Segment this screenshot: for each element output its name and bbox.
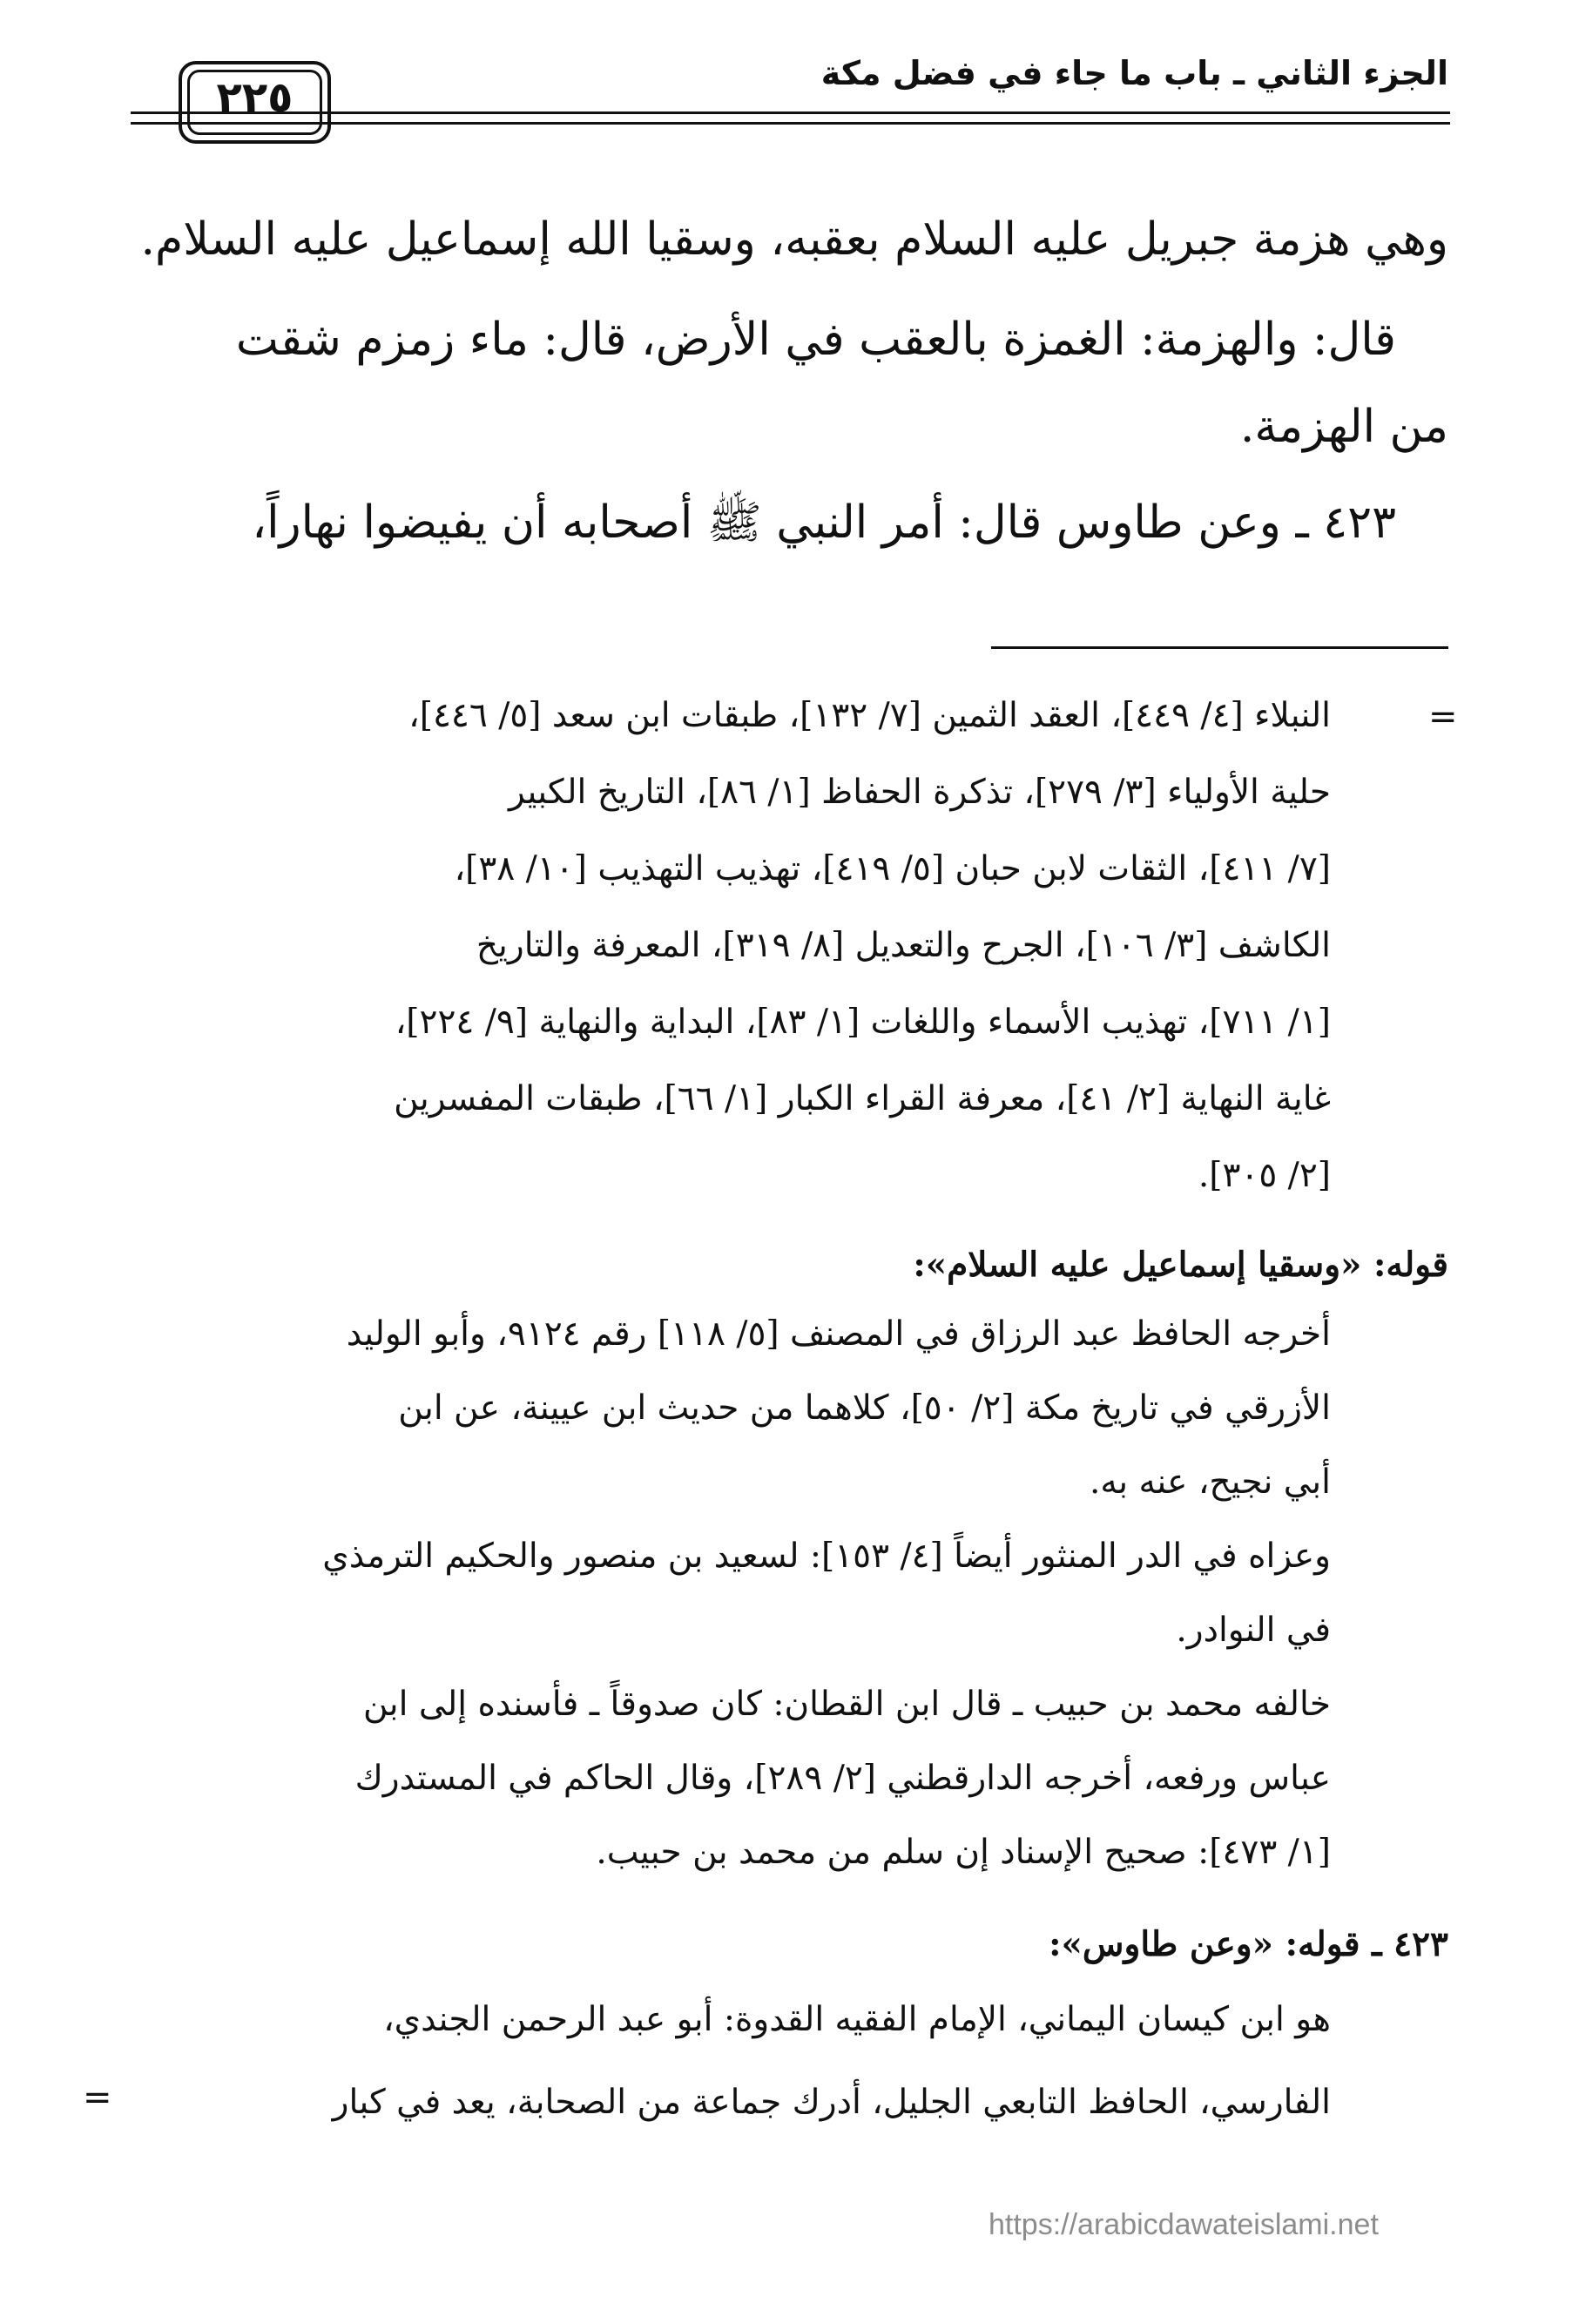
note1-heading: قوله: «وسقيا إسماعيل عليه السلام»: xyxy=(913,1245,1448,1285)
main-line-4: ٤٢٣ ـ وعن طاوس قال: أمر النبي ﷺ أصحابه أن يفيضوا نهاراً، xyxy=(252,497,1396,549)
main-line-1: وهي هزمة جبريل عليه السلام بعقبه، وسقيا الله إسماعيل عليه السلام. xyxy=(140,213,1448,266)
bio-line-3: [٧/ ٤١١]، الثقات لابن حبان [٥/ ٤١٩]، تهذيب التهذيب [١٠/ ٣٨]، xyxy=(454,849,1331,888)
bio-line-5: [١/ ٧١١]، تهذيب الأسماء واللغات [١/ ٨٣]، البداية والنهاية [٩/ ٢٢٤]، xyxy=(395,1003,1331,1042)
page-number: ٢٢٥ xyxy=(216,73,294,122)
running-header-title: الجزء الثاني ـ باب ما جاء في فضل مكة xyxy=(820,54,1448,92)
bio-line-4: الكاشف [٣/ ١٠٦]، الجرح والتعديل [٨/ ٣١٩]، المعرفة والتاريخ xyxy=(476,926,1331,965)
footnote-divider xyxy=(991,646,1448,649)
bio-line-2: حلية الأولياء [٣/ ٢٧٩]، تذكرة الحفاظ [١/ ٨٦]، التاريخ الكبير xyxy=(508,773,1331,812)
bio-line-7: [٢/ ٣٠٥]. xyxy=(1198,1156,1331,1195)
note1-line-8: [١/ ٤٧٣]: صحيح الإسناد إن سلم من محمد بن حبيب. xyxy=(596,1833,1331,1872)
main-line-3: من الهزمة. xyxy=(1239,401,1448,453)
note1-line-6: خالفه محمد بن حبيب ـ قال ابن القطان: كان صدوقاً ـ فأسنده إلى ابن xyxy=(363,1685,1331,1724)
site-watermark: https://arabicdawateislami.net xyxy=(989,2208,1379,2241)
continuation-mark: = xyxy=(1428,697,1458,737)
note2-line-1: هو ابن كيسان اليماني، الإمام الفقيه القدوة: أبو عبد الرحمن الجندي، xyxy=(383,2000,1331,2039)
note1-line-5: في النوادر. xyxy=(1176,1611,1331,1650)
bio-line-6: غاية النهاية [٢/ ٤١]، معرفة القراء الكبار [١/ ٦٦]، طبقات المفسرين xyxy=(394,1079,1331,1118)
end-continuation-mark: = xyxy=(83,2077,112,2118)
note1-line-4: وعزاه في الدر المنثور أيضاً [٤/ ١٥٣]: لسعيد بن منصور والحكيم الترمذي xyxy=(322,1537,1331,1576)
note1-line-7: عباس ورفعه، أخرجه الدارقطني [٢/ ٢٨٩]، وقال الحاكم في المستدرك xyxy=(354,1759,1331,1798)
note2-heading: ٤٢٣ ـ قوله: «وعن طاوس»: xyxy=(1049,1924,1448,1964)
page-number-frame xyxy=(179,61,331,144)
note1-line-3: أبي نجيح، عنه به. xyxy=(1089,1463,1331,1502)
bio-line-1: النبلاء [٤/ ٤٤٩]، العقد الثمين [٧/ ١٣٢]، طبقات ابن سعد [٥/ ٤٤٦]، xyxy=(408,696,1331,735)
note1-line-1: أخرجه الحافظ عبد الرزاق في المصنف [٥/ ١١٨] رقم ٩١٢٤، وأبو الوليد xyxy=(346,1314,1331,1354)
note2-line-2: الفارسي، الحافظ التابعي الجليل، أدرك جماعة من الصحابة، يعد في كبار xyxy=(332,2083,1331,2122)
note1-line-2: الأزرقي في تاريخ مكة [٢/ ٥٠]، كلاهما من حديث ابن عيينة، عن ابن xyxy=(398,1388,1331,1428)
main-line-2: قال: والهزمة: الغمزة بالعقب في الأرض، قال: ماء زمزم شقت xyxy=(235,314,1396,366)
